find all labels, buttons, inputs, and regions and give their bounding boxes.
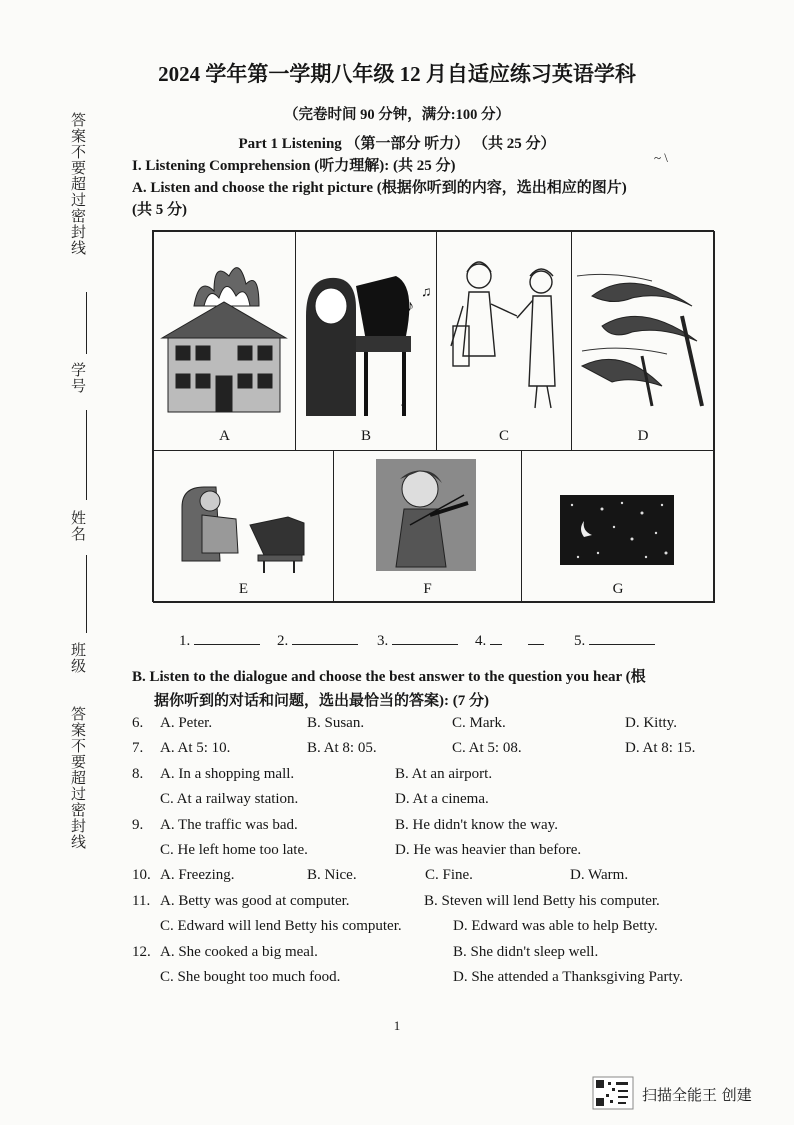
picture-f-label: F	[423, 581, 432, 597]
question-11-number: 11.	[132, 893, 151, 909]
seal-line-2	[86, 410, 87, 500]
question-9-option-a: A. The traffic was bad.	[160, 817, 298, 833]
section-a-instruction: A. Listen and choose the right picture (根据你听到的内容，选出相应的图片)	[132, 180, 627, 196]
answer-2-label: 2.	[277, 633, 289, 649]
answer-4-line-a	[490, 630, 502, 645]
section-one-heading: I. Listening Comprehension (听力理解): (共 25 分)	[132, 158, 456, 174]
picture-a	[153, 231, 296, 451]
question-8-number: 8.	[132, 766, 144, 782]
girl-violin-icon	[334, 455, 521, 579]
answer-2-line	[292, 630, 358, 645]
question-10-number: 10.	[132, 867, 151, 883]
scanner-watermark	[592, 1076, 782, 1112]
section-b-instruction-cont: 据你听到的对话和问题，选出最恰当的答案): (7 分)	[154, 693, 489, 709]
stormy-wind-icon	[572, 236, 714, 416]
question-12-number: 12.	[132, 944, 151, 960]
answer-5-line	[589, 630, 655, 645]
question-6-option-c: C. Mark.	[452, 715, 506, 731]
answer-blank-5[interactable]	[574, 630, 655, 650]
picture-d	[571, 231, 715, 451]
picture-d-label: D	[637, 428, 649, 444]
question-11-option-d: D. Edward was able to help Betty.	[453, 918, 658, 934]
question-6-option-d: D. Kitty.	[625, 715, 677, 731]
answer-blank-1[interactable]	[179, 630, 260, 650]
question-7-option-a: A. At 5: 10.	[160, 740, 231, 756]
answer-4-label: 4.	[475, 633, 487, 649]
page-title: 2024 学年第一学期八年级 12 月自适应练习英语学科	[158, 62, 636, 86]
svg-text:♫: ♫	[421, 285, 432, 300]
section-b-instruction: B. Listen to the dialogue and choose the best answer to the question you hear (根	[132, 669, 646, 685]
picture-g	[521, 450, 715, 603]
seal-warning-bottom: 答案不要超过密封线	[69, 706, 87, 850]
question-8-option-b: B. At an airport.	[395, 766, 493, 782]
svg-text:♪: ♪	[406, 298, 414, 315]
name-label: 姓名	[69, 510, 87, 542]
question-6-option-b: B. Susan.	[307, 715, 365, 731]
question-6-option-a: A. Peter.	[160, 715, 213, 731]
question-8-option-a: A. In a shopping mall.	[160, 766, 295, 782]
burning-house-icon	[154, 236, 295, 416]
answer-blank-3[interactable]	[377, 630, 458, 650]
question-10-option-b: B. Nice.	[307, 867, 357, 883]
answer-4-line-b	[528, 630, 544, 645]
answer-3-label: 3.	[377, 633, 389, 649]
student-id-label: 学号	[69, 362, 87, 394]
svg-text:♪: ♪	[400, 395, 407, 410]
seal-line-1	[86, 292, 87, 354]
question-7-number: 7.	[132, 740, 144, 756]
seal-warning-top: 答案不要超过密封线	[69, 112, 87, 256]
seal-line-3	[86, 555, 87, 633]
question-9-number: 9.	[132, 817, 144, 833]
class-label: 班级	[69, 642, 87, 674]
question-9-option-c: C. He left home too late.	[160, 842, 308, 858]
picture-f	[333, 450, 522, 603]
night-sky-icon	[522, 457, 714, 577]
part-heading: Part 1 Listening （第一部分 听力） （共 25 分）	[238, 136, 556, 152]
picture-b	[295, 231, 437, 451]
picture-a-label: A	[219, 428, 230, 444]
question-12-option-c: C. She bought too much food.	[160, 969, 341, 985]
question-6-number: 6.	[132, 715, 144, 731]
picture-c-label: C	[498, 428, 509, 444]
scanner-text: 扫描全能王 创建	[642, 1086, 752, 1104]
question-9-option-b: B. He didn't know the way.	[395, 817, 558, 833]
question-10-option-d: D. Warm.	[570, 867, 629, 883]
page-number: 1	[393, 1018, 401, 1033]
answer-1-line	[194, 630, 260, 645]
question-11-option-b: B. Steven will lend Betty his computer.	[424, 893, 660, 909]
question-10-option-c: C. Fine.	[425, 867, 473, 883]
piano-player-icon	[296, 236, 436, 416]
question-7-option-d: D. At 8: 15.	[625, 740, 696, 756]
section-a-score: (共 5 分)	[132, 202, 187, 218]
picture-b-label: B	[360, 428, 371, 444]
question-7-option-c: C. At 5: 08.	[452, 740, 522, 756]
handwritten-mark: ~ \	[654, 150, 668, 165]
picture-c	[436, 231, 572, 451]
picture-e	[153, 450, 334, 603]
question-9-option-d: D. He was heavier than before.	[395, 842, 582, 858]
answer-blank-4[interactable]	[475, 630, 544, 650]
page-subtitle: （完卷时间 90 分钟，满分:100 分）	[284, 107, 510, 123]
question-8-option-d: D. At a cinema.	[395, 791, 489, 807]
man-watching-tv-icon	[154, 457, 333, 577]
picture-grid	[152, 230, 714, 602]
question-11-option-a: A. Betty was good at computer.	[160, 893, 350, 909]
question-7-option-b: B. At 8: 05.	[307, 740, 377, 756]
picture-g-label: G	[612, 581, 624, 597]
question-8-option-c: C. At a railway station.	[160, 791, 299, 807]
question-12-option-d: D. She attended a Thanksgiving Party.	[453, 969, 683, 985]
answer-blank-2[interactable]	[277, 630, 358, 650]
question-10-option-a: A. Freezing.	[160, 867, 235, 883]
answer-1-label: 1.	[179, 633, 191, 649]
qr-code-icon	[592, 1076, 634, 1110]
question-12-option-a: A. She cooked a big meal.	[160, 944, 318, 960]
answer-3-line	[392, 630, 458, 645]
picture-e-label: E	[238, 581, 249, 597]
question-12-option-b: B. She didn't sleep well.	[453, 944, 599, 960]
answer-5-label: 5.	[574, 633, 586, 649]
two-people-talking-icon	[437, 236, 571, 416]
question-11-option-c: C. Edward will lend Betty his computer.	[160, 918, 402, 934]
